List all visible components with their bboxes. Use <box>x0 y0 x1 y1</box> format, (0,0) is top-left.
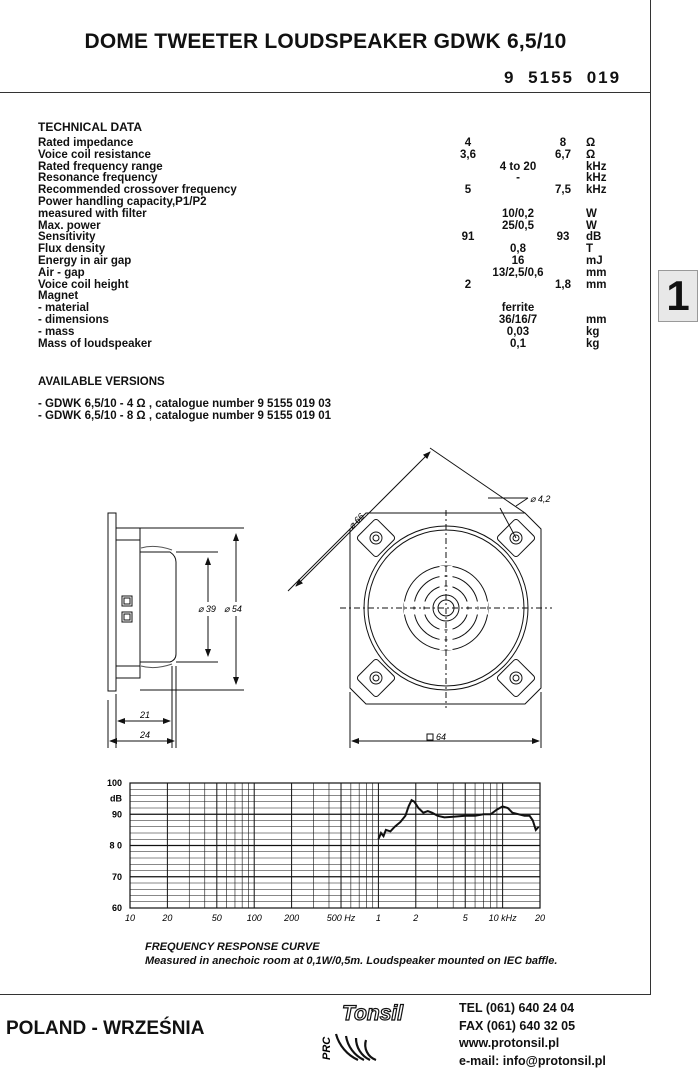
spec-unit: kg <box>586 327 599 339</box>
technical-data-heading: TECHNICAL DATA <box>38 120 142 134</box>
response-point <box>385 829 386 830</box>
spec-unit: kHz <box>586 185 606 197</box>
response-point <box>535 829 536 830</box>
response-point <box>414 801 415 802</box>
x-tick-label: 50 <box>212 913 222 923</box>
spec-nominal: 0,03 <box>468 327 568 339</box>
page-tab-label: 1 <box>659 273 697 319</box>
spec-unit: dB <box>586 232 601 244</box>
spec-nominal: 10/0,2 <box>468 209 568 221</box>
response-point <box>380 832 381 833</box>
spec-label: Air - gap <box>38 268 85 280</box>
y-tick-label: 100 <box>107 778 122 788</box>
response-point <box>502 806 503 807</box>
response-point <box>394 826 395 827</box>
spec-nominal: ferrite <box>468 303 568 315</box>
x-tick-label: 20 <box>534 913 545 923</box>
contact-block <box>459 1000 606 1070</box>
response-point <box>427 811 428 812</box>
spec-nominal: - <box>468 173 568 185</box>
logo-prefix: PRC <box>321 1036 333 1060</box>
spec-label: Rated impedance <box>38 138 133 150</box>
spec-nominal: 0,1 <box>468 339 568 351</box>
x-tick-label: 1 <box>376 913 381 923</box>
version-item: - GDWK 6,5/10 - 8 Ω , catalogue number 9 5155 019 01 <box>38 410 331 422</box>
response-point <box>483 814 484 815</box>
spec-label: Max. power <box>38 221 101 233</box>
response-point <box>383 836 384 837</box>
version-item: - GDWK 6,5/10 - 4 Ω , catalogue number 9 5155 019 03 <box>38 398 331 410</box>
dim-66-label: ⌀ 66 <box>346 511 366 531</box>
x-tick-label: 200 <box>283 913 299 923</box>
spec-label: Power handling capacity,P1/P2 <box>38 197 207 209</box>
spec-label: Voice coil height <box>38 280 129 292</box>
spec-unit: kg <box>586 339 599 351</box>
dim-64-label: 64 <box>436 732 446 742</box>
spec-min: 5 <box>453 185 483 197</box>
response-point <box>437 815 438 816</box>
spec-unit: mm <box>586 280 606 292</box>
tonsil-logo <box>318 1000 426 1064</box>
spec-label: Sensitivity <box>38 232 96 244</box>
spec-label: Mass of loudspeaker <box>38 339 152 351</box>
response-point <box>408 806 409 807</box>
response-point <box>390 831 391 832</box>
spec-nominal: 16 <box>468 256 568 268</box>
response-point <box>475 815 476 816</box>
response-point <box>400 822 401 823</box>
x-tick-label: 100 <box>247 913 262 923</box>
x-tick-label: 10 kHz <box>489 913 518 923</box>
response-point <box>423 812 424 813</box>
dim-39-label: ⌀ 39 <box>198 604 216 614</box>
dim-54-label: ⌀ 54 <box>224 604 242 614</box>
response-point <box>512 812 513 813</box>
spec-max: 6,7 <box>548 150 578 162</box>
spec-unit: kHz <box>586 162 606 174</box>
contact-email[interactable]: e-mail: info@protonsil.pl <box>459 1053 606 1070</box>
contact-phone: TEL (061) 640 24 04 <box>459 1000 606 1018</box>
response-point <box>529 815 530 816</box>
response-point <box>453 816 454 817</box>
chart-subtitle: Measured in anechoic room at 0,1W/0,5m. Loudspeaker mounted on IEC baffle. <box>145 954 557 968</box>
dim-24-label: 24 <box>139 730 150 740</box>
spec-max: 7,5 <box>548 185 578 197</box>
spec-unit: W <box>586 209 597 221</box>
spec-unit: mm <box>586 315 606 327</box>
spec-unit: mJ <box>586 256 603 268</box>
spec-unit: Ω <box>586 150 595 162</box>
spec-label: - dimensions <box>38 315 109 327</box>
spec-nominal: 4 to 20 <box>468 162 568 174</box>
spec-label: - mass <box>38 327 74 339</box>
logo-brand: Tonsil <box>342 1002 404 1025</box>
contact-website[interactable]: www.protonsil.pl <box>459 1035 606 1053</box>
x-tick-label: 5 <box>463 913 469 923</box>
response-point <box>378 839 379 840</box>
spec-max: 8 <box>548 138 578 150</box>
response-curve-line <box>378 800 538 839</box>
response-point <box>524 815 525 816</box>
dim-4-2-label: ⌀ 4,2 <box>530 494 550 504</box>
spec-label: Magnet <box>38 291 78 303</box>
spec-unit: Ω <box>586 138 595 150</box>
response-point <box>418 807 419 808</box>
spec-nominal: 0,8 <box>468 244 568 256</box>
spec-unit: W <box>586 221 597 233</box>
spec-unit: kHz <box>586 173 606 185</box>
dim-21-label: 21 <box>139 710 150 720</box>
response-point <box>532 820 533 821</box>
spec-nominal: 13/2,5/0,6 <box>468 268 568 280</box>
response-point <box>496 809 497 810</box>
chart-caption <box>145 940 557 968</box>
catalogue-number: 9 5155 019 <box>504 68 621 88</box>
spec-label: Recommended crossover frequency <box>38 185 237 197</box>
spec-unit: T <box>586 244 593 256</box>
spec-nominal: 25/0,5 <box>468 221 568 233</box>
x-tick-label: 2 <box>412 913 418 923</box>
page-title: DOME TWEETER LOUDSPEAKER GDWK 6,5/10 <box>0 30 651 54</box>
response-point <box>490 814 491 815</box>
available-versions-heading: AVAILABLE VERSIONS <box>38 376 165 388</box>
response-point <box>431 812 432 813</box>
spec-label: - material <box>38 303 89 315</box>
contact-fax: FAX (061) 640 32 05 <box>459 1018 606 1036</box>
spec-nominal: 36/16/7 <box>468 315 568 327</box>
country-label: POLAND - WRZEŚNIA <box>6 1018 204 1040</box>
spec-label: Flux density <box>38 244 105 256</box>
response-point <box>465 815 466 816</box>
chart-title: FREQUENCY RESPONSE CURVE <box>145 940 557 954</box>
response-point <box>538 826 539 827</box>
x-tick-label: 10 <box>125 913 135 923</box>
response-point <box>444 817 445 818</box>
x-tick-label: 20 <box>161 913 172 923</box>
y-tick-label: 90 <box>112 809 122 819</box>
spec-label: measured with filter <box>38 209 147 221</box>
spec-unit: mm <box>586 268 606 280</box>
spec-label: Voice coil resistance <box>38 150 151 162</box>
spec-min: 2 <box>453 280 483 292</box>
spec-label: Resonance frequency <box>38 173 158 185</box>
spec-max: 1,8 <box>548 280 578 292</box>
spec-min: 91 <box>453 232 483 244</box>
y-tick-label: 8 0 <box>109 841 122 851</box>
y-tick-label: 70 <box>112 872 122 882</box>
x-tick-label: 500 Hz <box>327 913 356 923</box>
response-point <box>411 800 412 801</box>
response-point <box>518 814 519 815</box>
response-point <box>507 807 508 808</box>
spec-max: 93 <box>548 232 578 244</box>
spec-label: Energy in air gap <box>38 256 131 268</box>
spec-label: Rated frequency range <box>38 162 163 174</box>
spec-min: 3,6 <box>453 150 483 162</box>
y-axis-label: dB <box>110 794 122 804</box>
y-tick-label: 60 <box>112 903 122 913</box>
response-point <box>405 815 406 816</box>
spec-min: 4 <box>453 138 483 150</box>
